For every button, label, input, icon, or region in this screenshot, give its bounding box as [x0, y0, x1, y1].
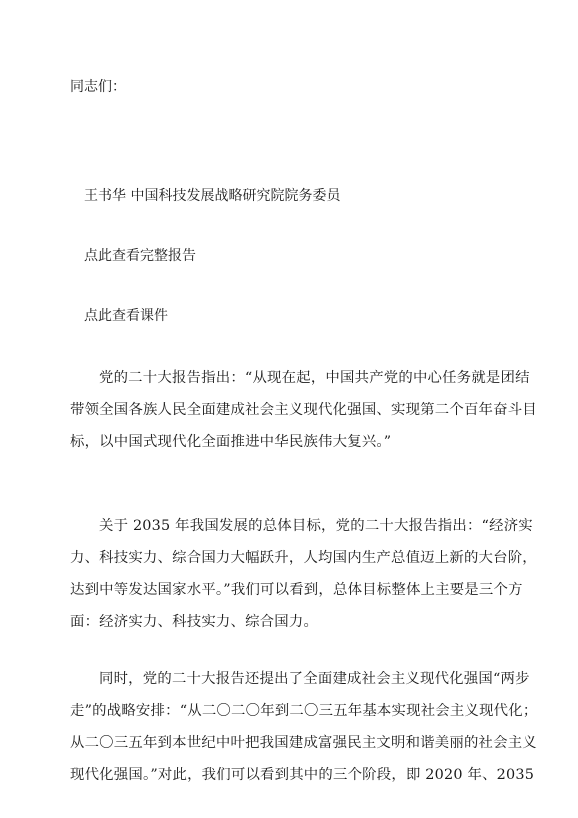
greeting: 同志们： [70, 79, 126, 95]
paragraph-line: 现代化强国。”对此，我们可以看到其中的三个阶段，即 2020 年、2035 [70, 767, 535, 783]
paragraph-line: 关于 2035 年我国发展的总体目标，党的二十大报告指出：“经济实 [99, 518, 533, 534]
link-slides[interactable]: 点此查看课件 [84, 308, 168, 324]
paragraph-line: 从二〇三五年到本世纪中叶把我国建成富强民主文明和谐美丽的社会主义 [70, 735, 537, 751]
link-full-report[interactable]: 点此查看完整报告 [84, 248, 196, 264]
paragraph-line: 党的二十大报告指出：“从现在起，中国共产党的中心任务就是团结 [99, 370, 530, 386]
paragraph-line: 带领全国各族人民全面建成社会主义现代化强国、实现第二个百年奋斗目 [70, 402, 537, 418]
paragraph-line: 标，以中国式现代化全面推进中华民族伟大复兴。” [70, 434, 392, 450]
paragraph-line: 同时，党的二十大报告还提出了全面建成社会主义现代化强国“两步 [99, 671, 530, 687]
paragraph-2 [70, 510, 537, 638]
paragraph-3 [70, 663, 538, 791]
paragraph-line: 面：经济实力、科技实力、综合国力。 [70, 614, 319, 630]
paragraph-line: 力、科技实力、综合国力大幅跃升，人均国内生产总值迈上新的大台阶， [70, 550, 537, 566]
author-line: 王书华 中国科技发展战略研究院院务委员 [84, 188, 341, 204]
paragraph-line: 达到中等发达国家水平。”我们可以看到，总体目标整体上主要是三个方 [70, 582, 523, 598]
paragraph-line: 走”的战略安排：“从二〇二〇年到二〇三五年基本实现社会主义现代化； [70, 703, 538, 719]
paragraph-1 [70, 362, 537, 458]
